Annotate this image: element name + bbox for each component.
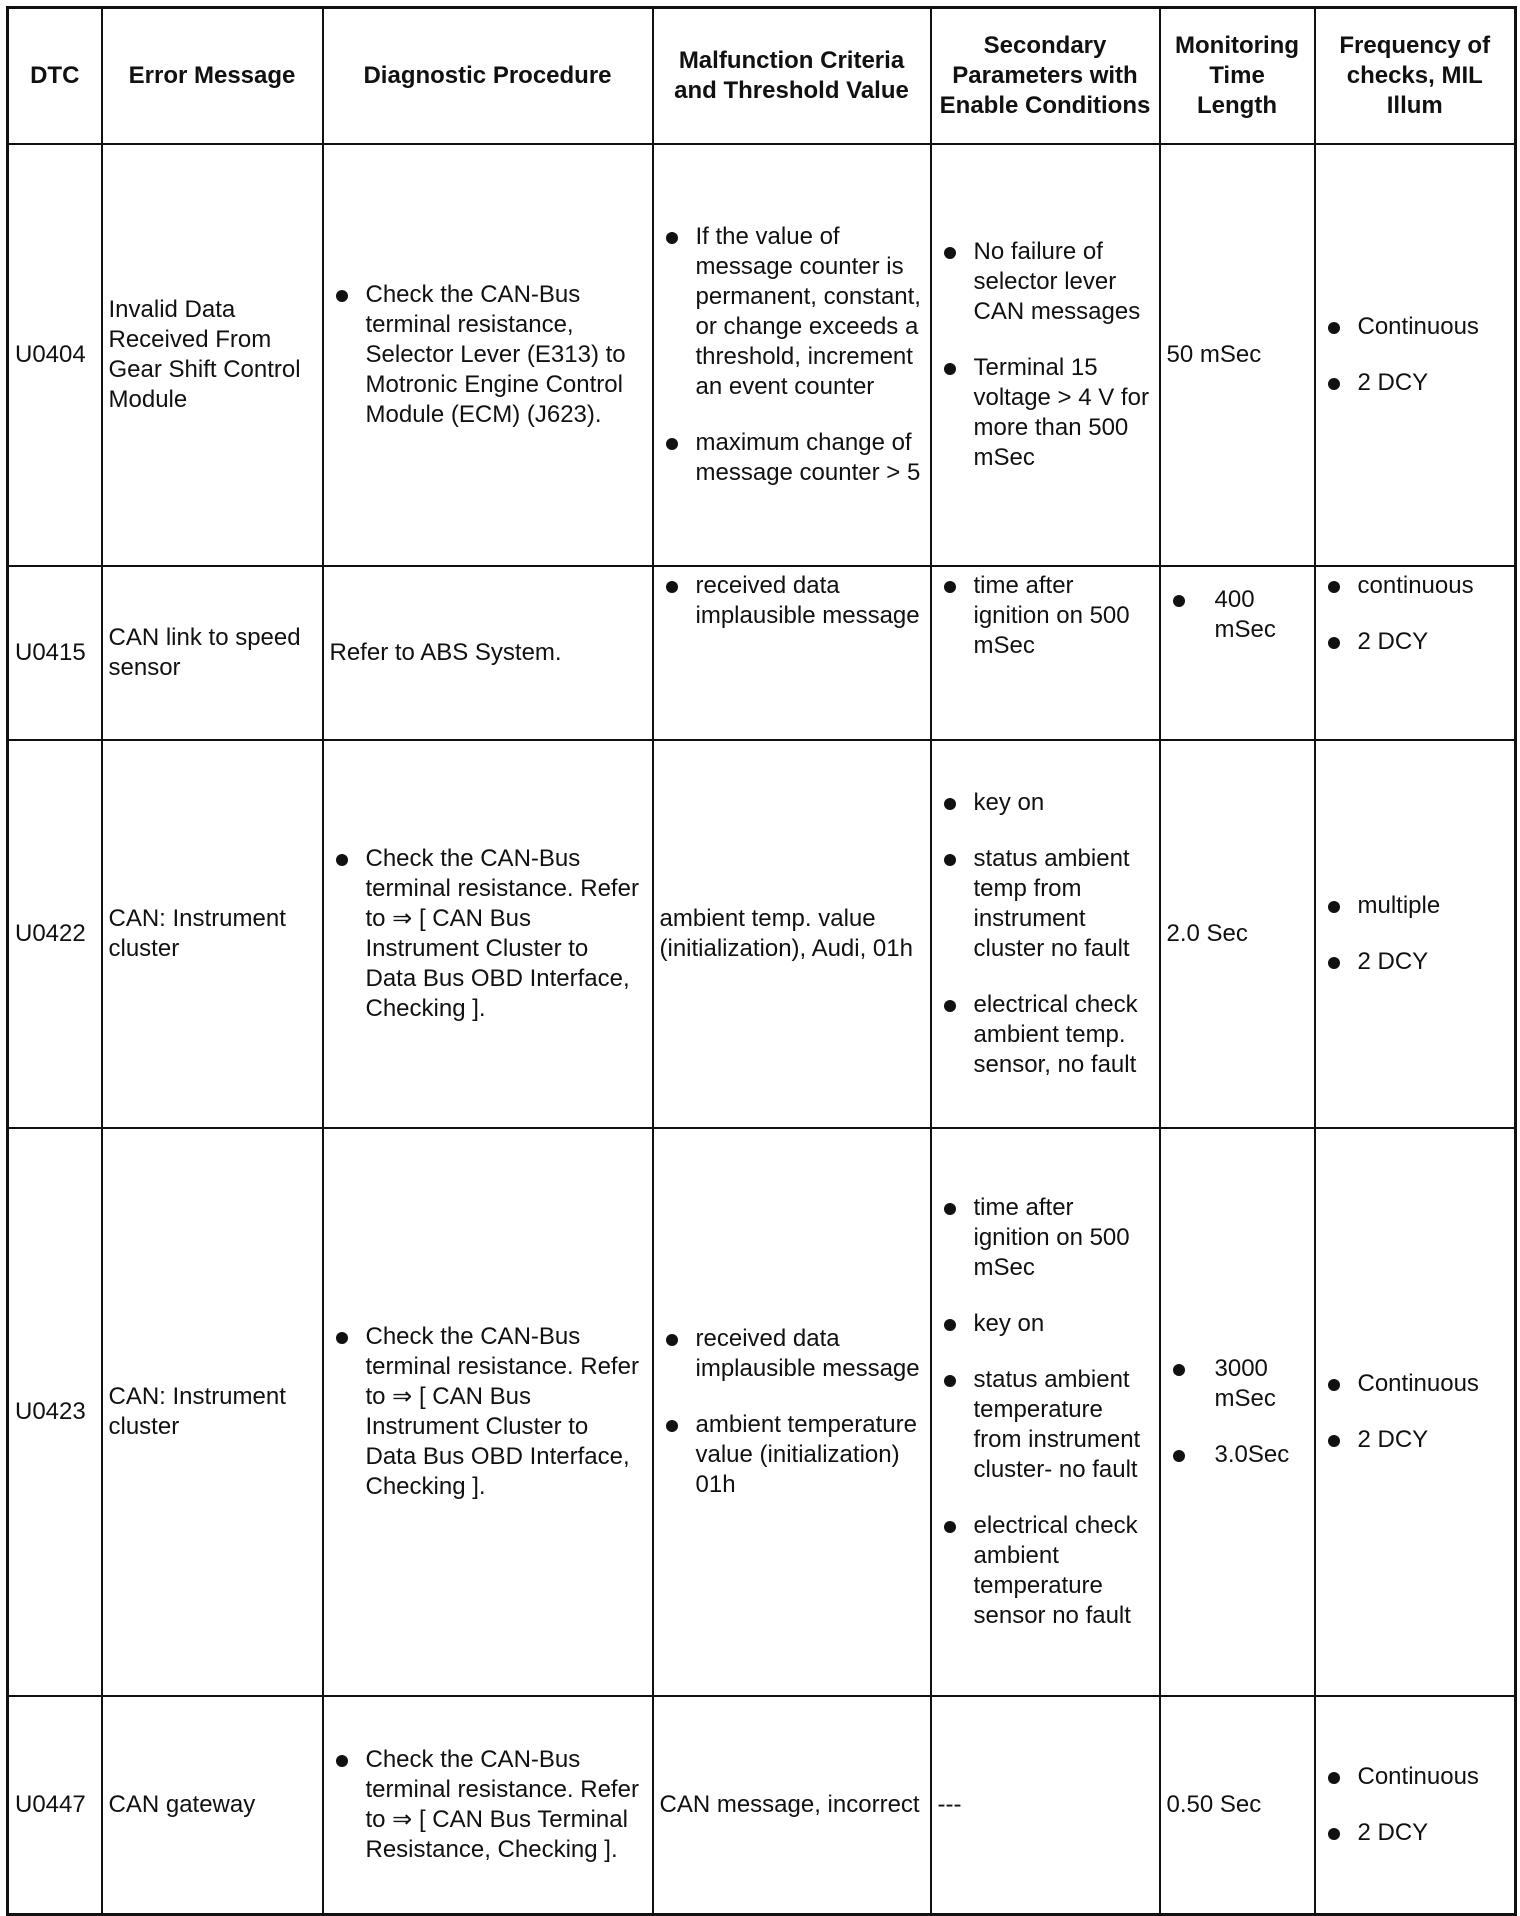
header-row [8, 8, 1516, 145]
bullet-list [1322, 571, 1509, 657]
bullet-list [938, 788, 1153, 1080]
header-malfunction-criteria: Malfunction Criteria and Threshold Value [653, 8, 931, 145]
monitoring-time [1160, 566, 1315, 740]
bullet-list [1167, 585, 1308, 645]
error-message: CAN: Instrument cluster [102, 1128, 323, 1696]
table-row [8, 1128, 1516, 1696]
secondary-parameters [931, 144, 1160, 566]
header-error-message: Error Message [102, 8, 323, 145]
bullet-list [330, 280, 646, 430]
bullet-item: electrical check ambient temperature sensor no fault [938, 1511, 1153, 1631]
bullet-item: Check the CAN-Bus terminal resistance. Refer to ⇒ [ CAN Bus Instrument Cluster to Data Bus OBD Interface, Checking ]. [330, 1322, 646, 1502]
bullet-item: key on [938, 1309, 1153, 1339]
bullet-list [660, 1324, 924, 1500]
bullet-item: 2 DCY [1322, 947, 1509, 977]
table-row [8, 740, 1516, 1128]
malfunction-criteria: CAN message, incorrect [653, 1696, 931, 1915]
bullet-list [938, 571, 1153, 661]
bullet-item: No failure of selector lever CAN messages [938, 237, 1153, 327]
dtc-code: U0422 [8, 740, 102, 1128]
dtc-code: U0447 [8, 1696, 102, 1915]
monitoring-time [1160, 1128, 1315, 1696]
bullet-item: Continuous [1322, 1369, 1509, 1399]
bullet-item: Check the CAN-Bus terminal resistance. Refer to ⇒ [ CAN Bus Terminal Resistance, Checking ]. [330, 1745, 646, 1865]
table-row [8, 144, 1516, 566]
bullet-item: 2 DCY [1322, 368, 1509, 398]
bullet-item: 3000 mSec [1167, 1354, 1308, 1414]
bullet-item: status ambient temperature from instrument cluster- no fault [938, 1365, 1153, 1485]
bullet-list [938, 237, 1153, 473]
dtc-table [6, 6, 1517, 1916]
header-frequency: Frequency of checks, MIL Illum [1315, 8, 1516, 145]
header-diagnostic-procedure: Diagnostic Procedure [323, 8, 653, 145]
diagnostic-procedure: Refer to ABS System. [323, 566, 653, 740]
frequency [1315, 1128, 1516, 1696]
error-message: CAN: Instrument cluster [102, 740, 323, 1128]
diagnostic-procedure [323, 1128, 653, 1696]
bullet-list [330, 1322, 646, 1502]
monitoring-time: 0.50 Sec [1160, 1696, 1315, 1915]
bullet-item: Terminal 15 voltage > 4 V for more than 500 mSec [938, 353, 1153, 473]
error-message: CAN link to speed sensor [102, 566, 323, 740]
bullet-list [660, 222, 924, 488]
dtc-code: U0423 [8, 1128, 102, 1696]
bullet-item: time after ignition on 500 mSec [938, 571, 1153, 661]
bullet-list [330, 844, 646, 1024]
bullet-item: key on [938, 788, 1153, 818]
bullet-item: status ambient temp from instrument cluster no fault [938, 844, 1153, 964]
bullet-item: If the value of message counter is permanent, constant, or change exceeds a threshold, increment an event counter [660, 222, 924, 402]
table-row [8, 1696, 1516, 1915]
secondary-parameters [931, 566, 1160, 740]
bullet-list [1322, 891, 1509, 977]
secondary-parameters [931, 740, 1160, 1128]
bullet-list [1322, 1369, 1509, 1455]
frequency [1315, 144, 1516, 566]
header-monitoring-time: Monitoring Time Length [1160, 8, 1315, 145]
monitoring-time: 50 mSec [1160, 144, 1315, 566]
header-dtc: DTC [8, 8, 102, 145]
bullet-item: Continuous [1322, 1762, 1509, 1792]
diagnostic-procedure [323, 144, 653, 566]
table-row [8, 566, 1516, 740]
bullet-list [938, 1193, 1153, 1631]
bullet-list [1167, 1354, 1308, 1470]
frequency [1315, 566, 1516, 740]
bullet-item: maximum change of message counter > 5 [660, 428, 924, 488]
bullet-item: 2 DCY [1322, 1425, 1509, 1455]
bullet-item: electrical check ambient temp. sensor, no fault [938, 990, 1153, 1080]
secondary-parameters: --- [931, 1696, 1160, 1915]
bullet-list [330, 1745, 646, 1865]
bullet-item: 400 mSec [1167, 585, 1308, 645]
bullet-item: Check the CAN-Bus terminal resistance. Refer to ⇒ [ CAN Bus Instrument Cluster to Data Bus OBD Interface, Checking ]. [330, 844, 646, 1024]
monitoring-time: 2.0 Sec [1160, 740, 1315, 1128]
bullet-item: 2 DCY [1322, 627, 1509, 657]
malfunction-criteria [653, 144, 931, 566]
malfunction-criteria [653, 566, 931, 740]
error-message: CAN gateway [102, 1696, 323, 1915]
bullet-item: ambient temperature value (initialization) 01h [660, 1410, 924, 1500]
bullet-item: Continuous [1322, 312, 1509, 342]
bullet-list [1322, 1762, 1509, 1848]
dtc-code: U0415 [8, 566, 102, 740]
malfunction-criteria: ambient temp. value (initialization), Audi, 01h [653, 740, 931, 1128]
bullet-item: 2 DCY [1322, 1818, 1509, 1848]
bullet-item: received data implausible message [660, 1324, 924, 1384]
error-message: Invalid Data Received From Gear Shift Control Module [102, 144, 323, 566]
malfunction-criteria [653, 1128, 931, 1696]
frequency [1315, 1696, 1516, 1915]
secondary-parameters [931, 1128, 1160, 1696]
dtc-code: U0404 [8, 144, 102, 566]
diagnostic-procedure [323, 1696, 653, 1915]
diagnostic-procedure [323, 740, 653, 1128]
bullet-list [660, 571, 924, 631]
bullet-item: received data implausible message [660, 571, 924, 631]
bullet-list [1322, 312, 1509, 398]
bullet-item: time after ignition on 500 mSec [938, 1193, 1153, 1283]
frequency [1315, 740, 1516, 1128]
bullet-item: continuous [1322, 571, 1509, 601]
header-secondary-parameters: Secondary Parameters with Enable Conditions [931, 8, 1160, 145]
bullet-item: 3.0Sec [1167, 1440, 1308, 1470]
bullet-item: multiple [1322, 891, 1509, 921]
bullet-item: Check the CAN-Bus terminal resistance, Selector Lever (E313) to Motronic Engine Control Module (ECM) (J623). [330, 280, 646, 430]
